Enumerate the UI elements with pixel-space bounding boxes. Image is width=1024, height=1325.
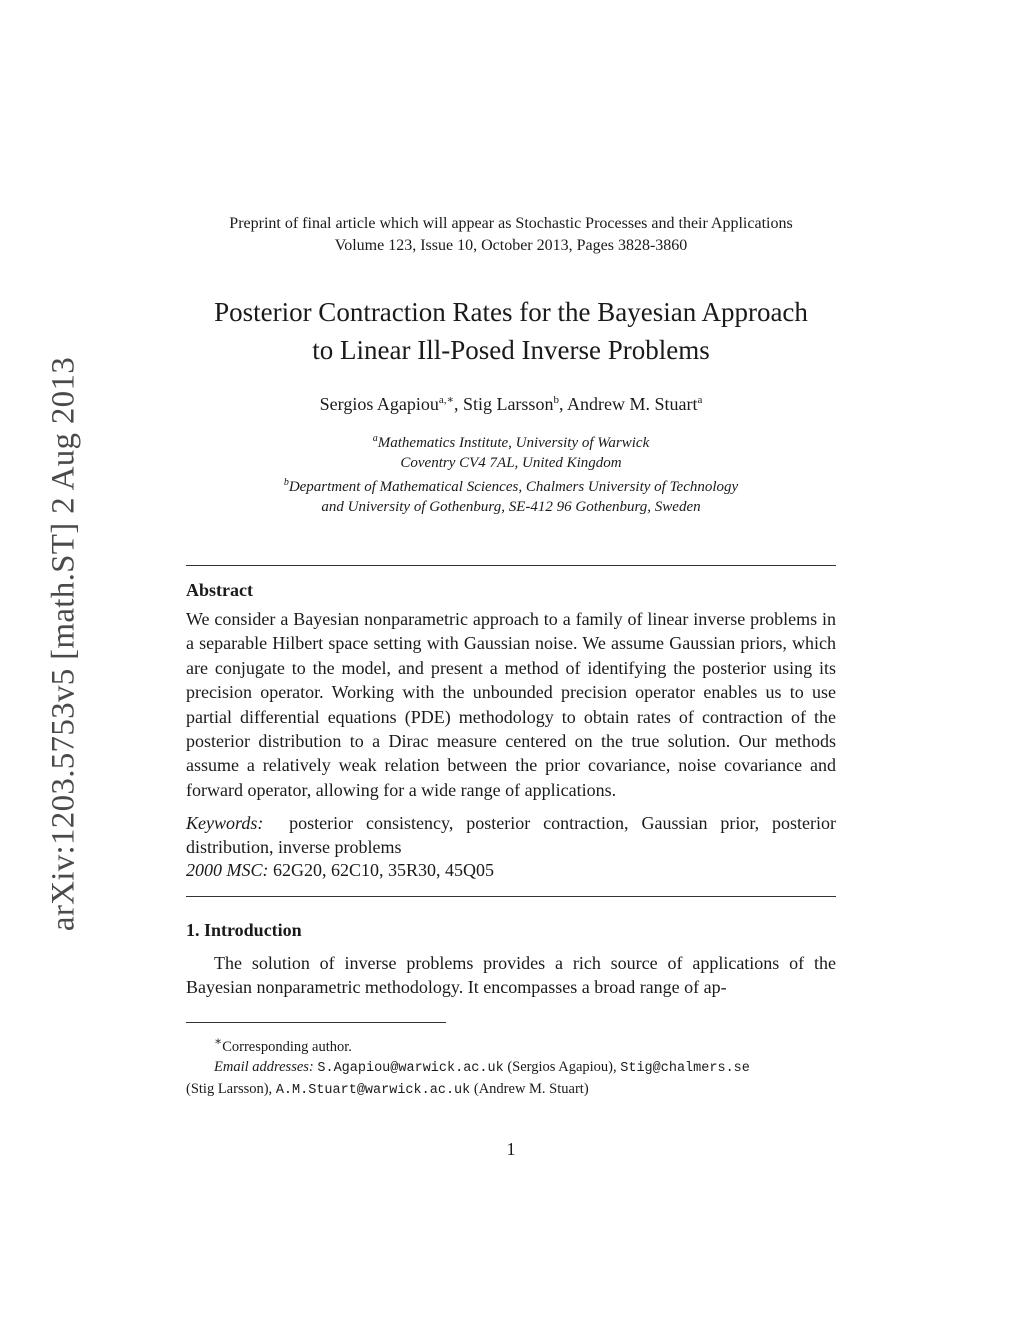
section-heading-introduction: 1. Introduction (186, 919, 302, 940)
affil-b-text-1: Department of Mathematical Sciences, Chalmers University of Technology (288, 479, 739, 495)
abstract-heading: Abstract (186, 580, 253, 600)
author-name: Sergios Agapiou (319, 394, 439, 414)
title-line-1: Posterior Contraction Rates for the Bayesian Approach (214, 297, 808, 327)
author-affil-mark: a (697, 394, 703, 406)
affiliation-b-line-1 (186, 473, 836, 497)
email-link-stuart[interactable]: A.M.Stuart@warwick.ac.uk (275, 1082, 471, 1098)
paper-page (186, 213, 836, 1160)
email-label: Email addresses: (214, 1058, 314, 1075)
footnotes (186, 1031, 836, 1101)
msc-label: 2000 MSC: (186, 860, 269, 881)
author-affil-mark: b (553, 394, 559, 406)
title-line-2: to Linear Ill-Posed Inverse Problems (312, 335, 710, 365)
author-name: Andrew M. Stuart (566, 394, 698, 414)
email-owner: (Sergios Agapiou), (507, 1058, 617, 1075)
footnote-corresponding (186, 1031, 836, 1057)
author-separator: , (558, 394, 567, 414)
footnote-emails (186, 1057, 836, 1079)
abstract-top-rule (186, 565, 836, 566)
affiliation-a-line-2: Coventry CV4 7AL, United Kingdom (400, 455, 622, 471)
affil-a-text-1: Mathematics Institute, University of Warwick (377, 435, 650, 451)
footnote-emails-cont (186, 1079, 836, 1101)
preprint-notice (186, 213, 836, 257)
email-owner: (Andrew M. Stuart) (473, 1080, 589, 1097)
affiliations (186, 429, 836, 517)
author-name: Stig Larsson (462, 394, 554, 414)
affil-mark-b: b (283, 477, 289, 488)
keywords-label: Keywords: (186, 813, 264, 834)
keywords-text: posterior consistency, posterior contraction, Gaussian prior, posterior distribution, inverse problems (186, 813, 836, 857)
paper-title (186, 293, 836, 369)
arxiv-side-stamp: arXiv:1203.5753v5 [math.ST] 2 Aug 2013 (45, 356, 82, 932)
email-link-larsson[interactable]: Stig@chalmers.se (620, 1060, 750, 1076)
email-owner: (Stig Larsson), (186, 1080, 273, 1097)
affil-mark-a: a (372, 433, 378, 444)
affiliation-b-line-2: and University of Gothenburg, SE-412 96 Gothenburg, Sweden (321, 499, 701, 515)
author-separator: , (453, 394, 463, 414)
affiliation-a-line-1 (186, 429, 836, 453)
email-link-agapiou[interactable]: S.Agapiou@warwick.ac.uk (317, 1060, 504, 1076)
author-list (186, 393, 836, 415)
abstract-body: We consider a Bayesian nonparametric approach to a family of linear inverse problems in a separable Hilbert space setting with Gaussian noise. We assume Gaussian priors, which are conjugate to the model, and present a method of identifying the posterior using its precision operator. Working with the unbounded precision operator enables us to use partial differential equations (PDE) methodology to obtain rates of contraction of the posterior distribution to a Dirac measure centered on the true solution. Our methods assume a relatively weak relation between the prior covariance, noise covariance and forward operator, allowing for a wide range of applications. (186, 609, 836, 800)
preprint-line-2: Volume 123, Issue 10, October 2013, Pages 3828-3860 (334, 237, 688, 254)
msc-text: 62G20, 62C10, 35R30, 45Q05 (273, 860, 495, 881)
preprint-line-1: Preprint of final article which will appear as Stochastic Processes and their Applications (229, 215, 793, 232)
footnote-mark: ∗ (214, 1033, 223, 1048)
keywords (186, 812, 836, 859)
page-number: 1 (506, 1138, 516, 1159)
abstract-bottom-rule (186, 896, 836, 897)
introduction-paragraph: The solution of inverse problems provides a rich source of applications of the Bayesian nonparametric methodology. It encompasses a broad range of ap- (186, 952, 836, 998)
footnote-rule (186, 1022, 446, 1023)
author-affil-mark: a,∗ (438, 394, 454, 406)
msc-codes (186, 859, 836, 883)
footnote-corresponding-text: Corresponding author. (222, 1038, 352, 1055)
